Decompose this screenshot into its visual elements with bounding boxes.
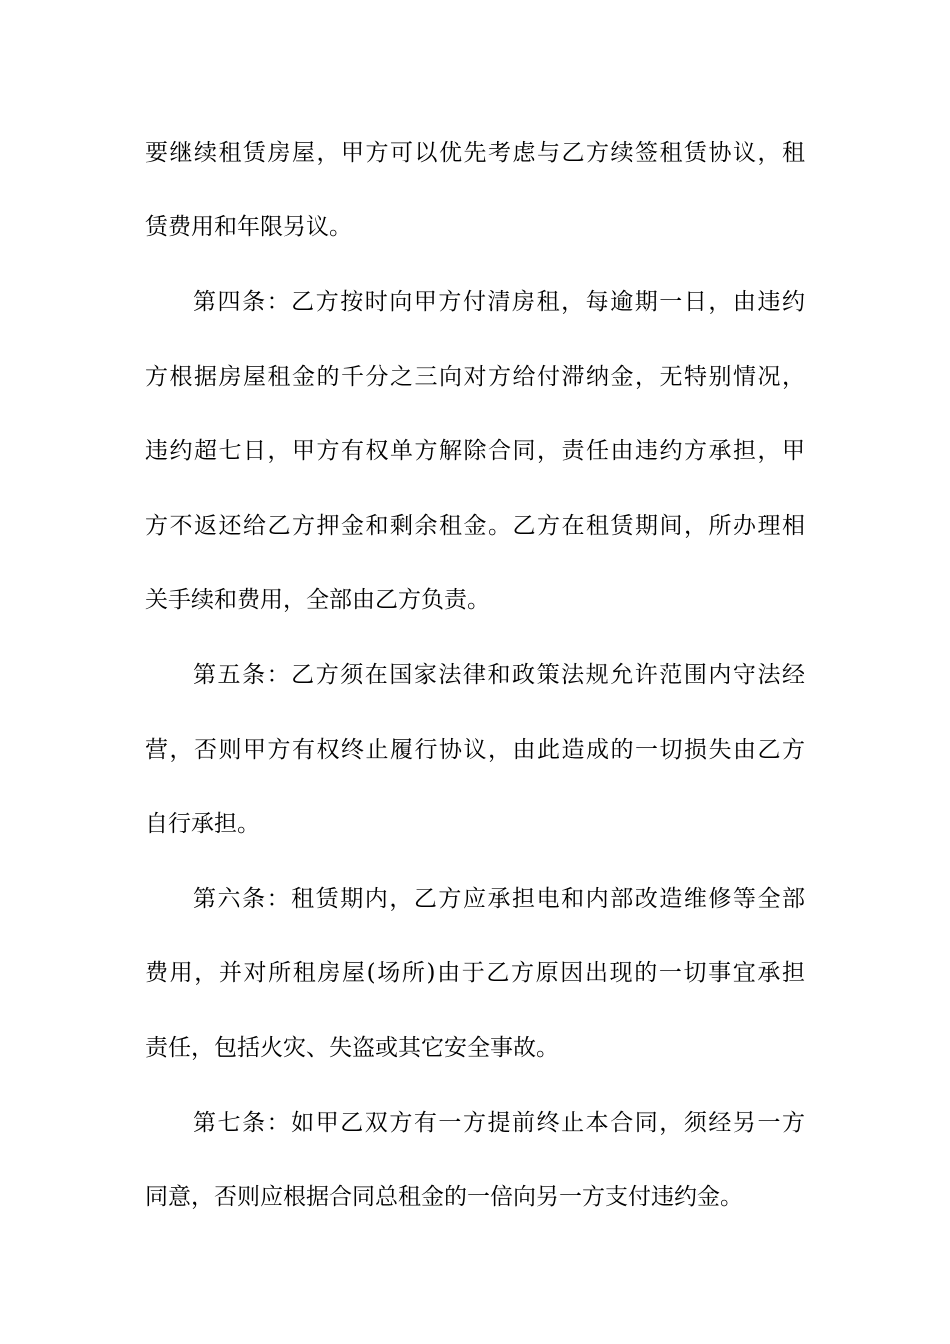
paragraph-article-5-start: 第五条：乙方须在国家法律和政策法规允许范围内守法经 bbox=[193, 662, 805, 688]
text-line: 同意，否则应根据合同总租金的一倍向另一方支付违约金。 bbox=[145, 1184, 743, 1210]
text-line: 责任，包括火灾、失盗或其它安全事故。 bbox=[145, 1035, 559, 1061]
text-line: 营，否则甲方有权终止履行协议，由此造成的一切损失由乙方 bbox=[145, 737, 805, 763]
text-line: 要继续租赁房屋，甲方可以优先考虑与乙方续签租赁协议，租 bbox=[145, 140, 805, 166]
text-line: 自行承担。 bbox=[145, 811, 260, 837]
text-line: 方不返还给乙方押金和剩余租金。乙方在租赁期间，所办理相 bbox=[145, 513, 805, 539]
text-line: 费用，并对所租房屋(场所)由于乙方原因出现的一切事宜承担 bbox=[145, 960, 805, 986]
text-line: 赁费用和年限另议。 bbox=[145, 214, 352, 240]
text-line: 方根据房屋租金的千分之三向对方给付滞纳金，无特别情况， bbox=[145, 364, 805, 390]
text-line: 关手续和费用，全部由乙方负责。 bbox=[145, 587, 490, 613]
paragraph-article-6-start: 第六条：租赁期内，乙方应承担电和内部改造维修等全部 bbox=[193, 886, 805, 912]
paragraph-article-4-start: 第四条：乙方按时向甲方付清房租，每逾期一日，由违约 bbox=[193, 289, 805, 315]
paragraph-article-7-start: 第七条：如甲乙双方有一方提前终止本合同，须经另一方 bbox=[193, 1110, 805, 1136]
text-line: 违约超七日，甲方有权单方解除合同，责任由违约方承担，甲 bbox=[145, 438, 805, 464]
